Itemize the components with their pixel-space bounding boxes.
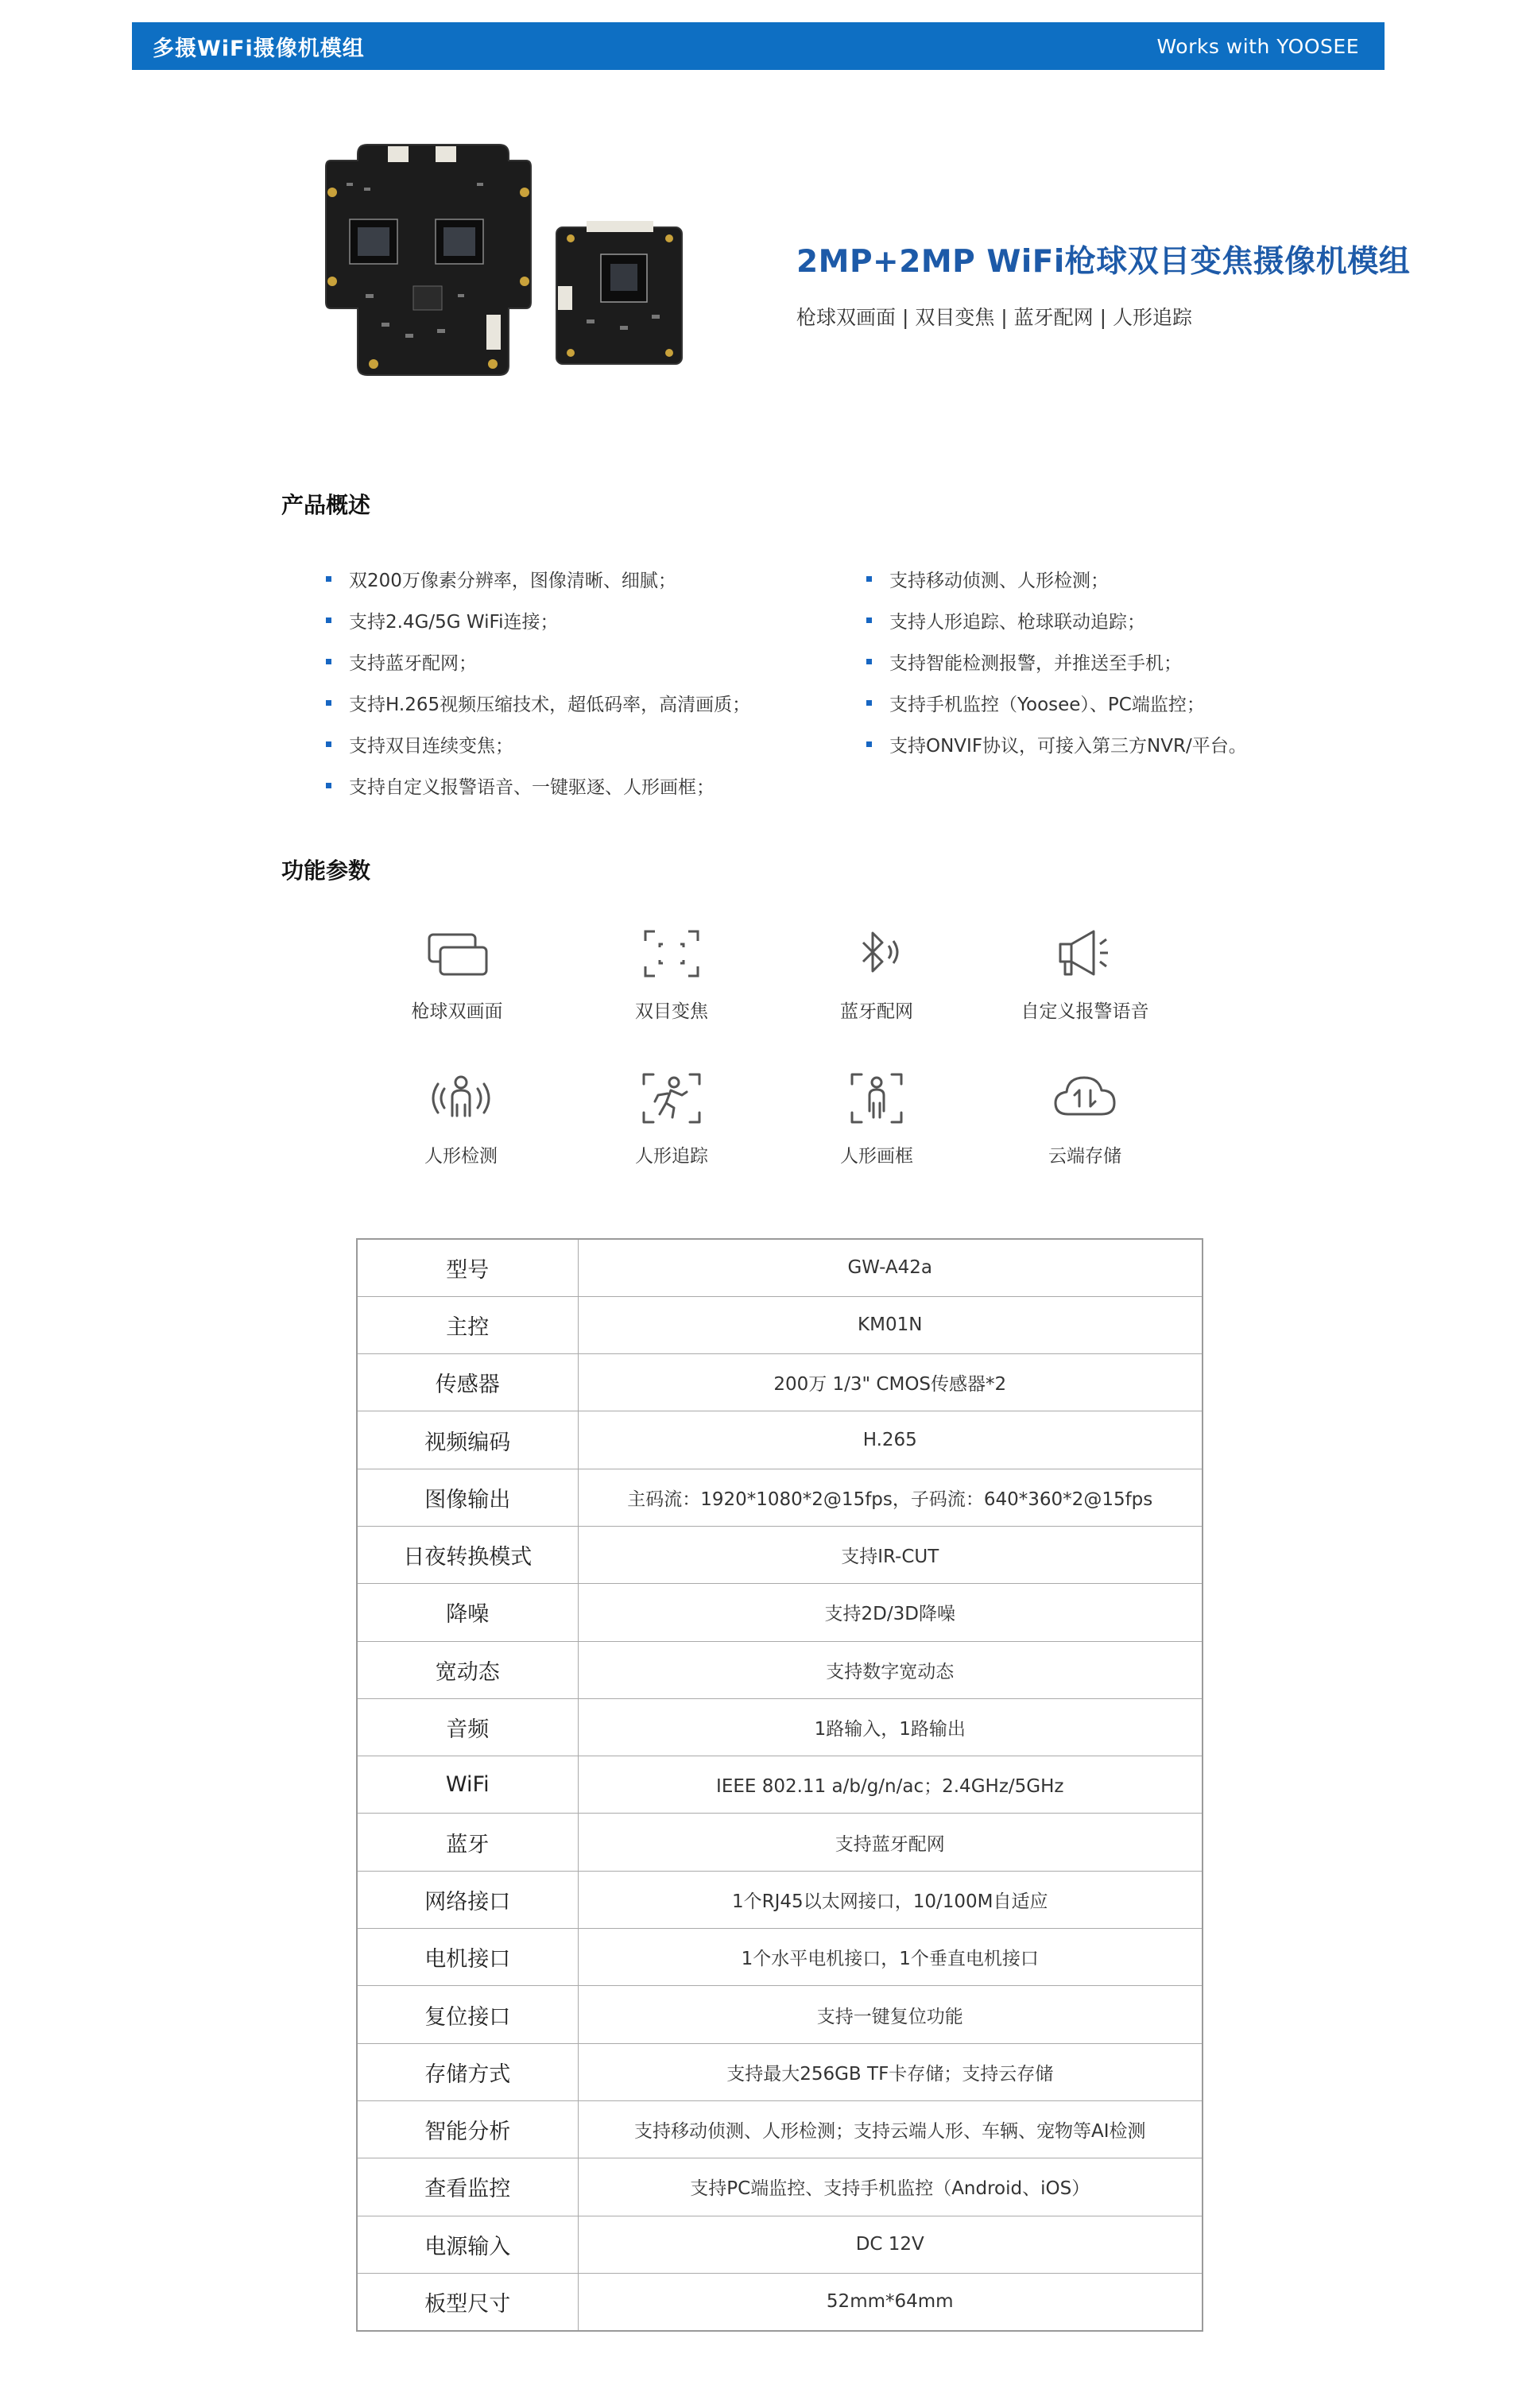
bullet-icon — [866, 659, 872, 664]
zoom-frame-icon — [636, 922, 707, 985]
feature-bluetooth: 蓝牙配网 — [777, 922, 976, 1023]
spec-value: H.265 — [578, 1411, 1203, 1469]
table-row — [357, 1526, 1203, 1583]
product-image — [318, 135, 699, 397]
table-row — [357, 1756, 1203, 1814]
list-item: 双200万像素分辨率，图像清晰、细腻； — [326, 558, 750, 599]
spec-key: 蓝牙 — [357, 1814, 578, 1871]
table-row — [357, 2216, 1203, 2273]
spec-key: 智能分析 — [357, 2100, 578, 2158]
bullet-icon — [866, 741, 872, 747]
spec-value: DC 12V — [578, 2216, 1203, 2273]
feature-human-frame: 人形画框 — [777, 1067, 976, 1167]
megaphone-icon — [1049, 922, 1121, 985]
spec-value: KM01N — [578, 1296, 1203, 1353]
table-row — [357, 1354, 1203, 1411]
spec-value: GW-A42a — [578, 1239, 1203, 1296]
partner-label: Works with YOOSEE — [1156, 34, 1359, 58]
spec-value: 支持数字宽动态 — [578, 1641, 1203, 1698]
spec-value: 支持IR-CUT — [578, 1526, 1203, 1583]
spec-value: 支持一键复位功能 — [578, 1986, 1203, 2043]
table-row — [357, 1814, 1203, 1871]
spec-key: 电机接口 — [357, 1929, 578, 1986]
spec-table — [356, 1238, 1203, 2332]
overview-list-left — [326, 558, 750, 806]
feature-human-detect: 人形检测 — [362, 1067, 560, 1167]
spec-value: 支持2D/3D降噪 — [578, 1584, 1203, 1641]
list-item: 支持自定义报警语音、一键驱逐、人形画框； — [326, 765, 750, 806]
table-row — [357, 1986, 1203, 2043]
table-row — [357, 1296, 1203, 1353]
feature-zoom: 双目变焦 — [572, 922, 771, 1023]
bullet-icon — [326, 659, 331, 664]
header-title: 多摄WiFi摄像机模组 — [153, 36, 365, 61]
bullet-icon — [326, 617, 331, 623]
spec-value: 1路输入，1路输出 — [578, 1698, 1203, 1756]
spec-key: 宽动态 — [357, 1641, 578, 1698]
spec-key: 板型尺寸 — [357, 2273, 578, 2330]
spec-key: 日夜转换模式 — [357, 1526, 578, 1583]
list-item: 支持移动侦测、人形检测； — [866, 558, 1247, 599]
spec-value: 支持移动侦测、人形检测；支持云端人形、车辆、宠物等AI检测 — [578, 2100, 1203, 2158]
table-row — [357, 2273, 1203, 2330]
overview-list-right — [866, 558, 1247, 765]
spec-value: 支持PC端监控、支持手机监控（Android、iOS） — [578, 2158, 1203, 2216]
feature-dual-screen: 枪球双画面 — [358, 922, 556, 1023]
human-frame-icon — [841, 1067, 912, 1130]
list-item: 支持智能检测报警，并推送至手机； — [866, 641, 1247, 682]
spec-key: 图像输出 — [357, 1469, 578, 1526]
table-row — [357, 1239, 1203, 1296]
table-row — [357, 2043, 1203, 2100]
table-row — [357, 1698, 1203, 1756]
spec-key: 型号 — [357, 1239, 578, 1296]
spec-key: 存储方式 — [357, 2043, 578, 2100]
spec-key: 网络接口 — [357, 1871, 578, 1928]
spec-key: WiFi — [357, 1756, 578, 1814]
bluetooth-icon — [841, 922, 912, 985]
table-row — [357, 2158, 1203, 2216]
header-banner — [132, 22, 1385, 70]
spec-value: 52mm*64mm — [578, 2273, 1203, 2330]
human-tracking-icon — [636, 1067, 707, 1130]
spec-key: 主控 — [357, 1296, 578, 1353]
feature-alarm-voice: 自定义报警语音 — [986, 922, 1184, 1023]
overview-title: 产品概述 — [281, 492, 371, 518]
table-row — [357, 1641, 1203, 1698]
features-title: 功能参数 — [281, 858, 371, 884]
table-row — [357, 1469, 1203, 1526]
feature-cloud-storage: 云端存储 — [986, 1067, 1184, 1167]
table-row — [357, 1929, 1203, 1986]
bullet-icon — [866, 617, 872, 623]
bullet-icon — [866, 700, 872, 706]
list-item: 支持双目连续变焦； — [326, 723, 750, 765]
bullet-icon — [866, 576, 872, 582]
spec-key: 降噪 — [357, 1584, 578, 1641]
product-title: 2MP+2MP WiFi枪球双目变焦摄像机模组 — [796, 244, 1411, 280]
spec-value: 主码流：1920*1080*2@15fps，子码流：640*360*2@15fps — [578, 1469, 1203, 1526]
spec-key: 查看监控 — [357, 2158, 578, 2216]
spec-key: 视频编码 — [357, 1411, 578, 1469]
spec-key: 复位接口 — [357, 1986, 578, 2043]
list-item: 支持2.4G/5G WiFi连接； — [326, 599, 750, 641]
spec-value: 1个RJ45以太网接口，10/100M自适应 — [578, 1871, 1203, 1928]
bullet-icon — [326, 741, 331, 747]
spec-key: 电源输入 — [357, 2216, 578, 2273]
spec-value: 支持蓝牙配网 — [578, 1814, 1203, 1871]
table-row — [357, 1584, 1203, 1641]
table-row — [357, 1411, 1203, 1469]
spec-value: 1个水平电机接口，1个垂直电机接口 — [578, 1929, 1203, 1986]
list-item: 支持ONVIF协议，可接入第三方NVR/平台。 — [866, 723, 1247, 765]
spec-key: 音频 — [357, 1698, 578, 1756]
cloud-storage-icon — [1049, 1067, 1121, 1130]
main-board-picture — [326, 145, 531, 375]
table-row — [357, 2100, 1203, 2158]
spec-value: 支持最大256GB TF卡存储；支持云存储 — [578, 2043, 1203, 2100]
spec-value: IEEE 802.11 a/b/g/n/ac；2.4GHz/5GHz — [578, 1756, 1203, 1814]
human-detect-icon — [425, 1067, 497, 1130]
feature-human-tracking: 人形追踪 — [572, 1067, 771, 1167]
hero-text — [796, 237, 1410, 331]
list-item: 支持H.265视频压缩技术，超低码率，高清画质； — [326, 682, 750, 723]
dual-screen-icon — [421, 922, 493, 985]
bullet-icon — [326, 576, 331, 582]
table-row — [357, 1871, 1203, 1928]
bullet-icon — [326, 783, 331, 788]
list-item: 支持蓝牙配网； — [326, 641, 750, 682]
list-item: 支持手机监控（Yoosee）、PC端监控； — [866, 682, 1247, 723]
product-subtitle: 枪球双画面 | 双目变焦 | 蓝牙配网 | 人形追踪 — [796, 306, 1192, 329]
spec-value: 200万 1/3" CMOS传感器*2 — [578, 1354, 1203, 1411]
sensor-board-picture — [556, 221, 682, 364]
bullet-icon — [326, 700, 331, 706]
list-item: 支持人形追踪、枪球联动追踪； — [866, 599, 1247, 641]
spec-key: 传感器 — [357, 1354, 578, 1411]
